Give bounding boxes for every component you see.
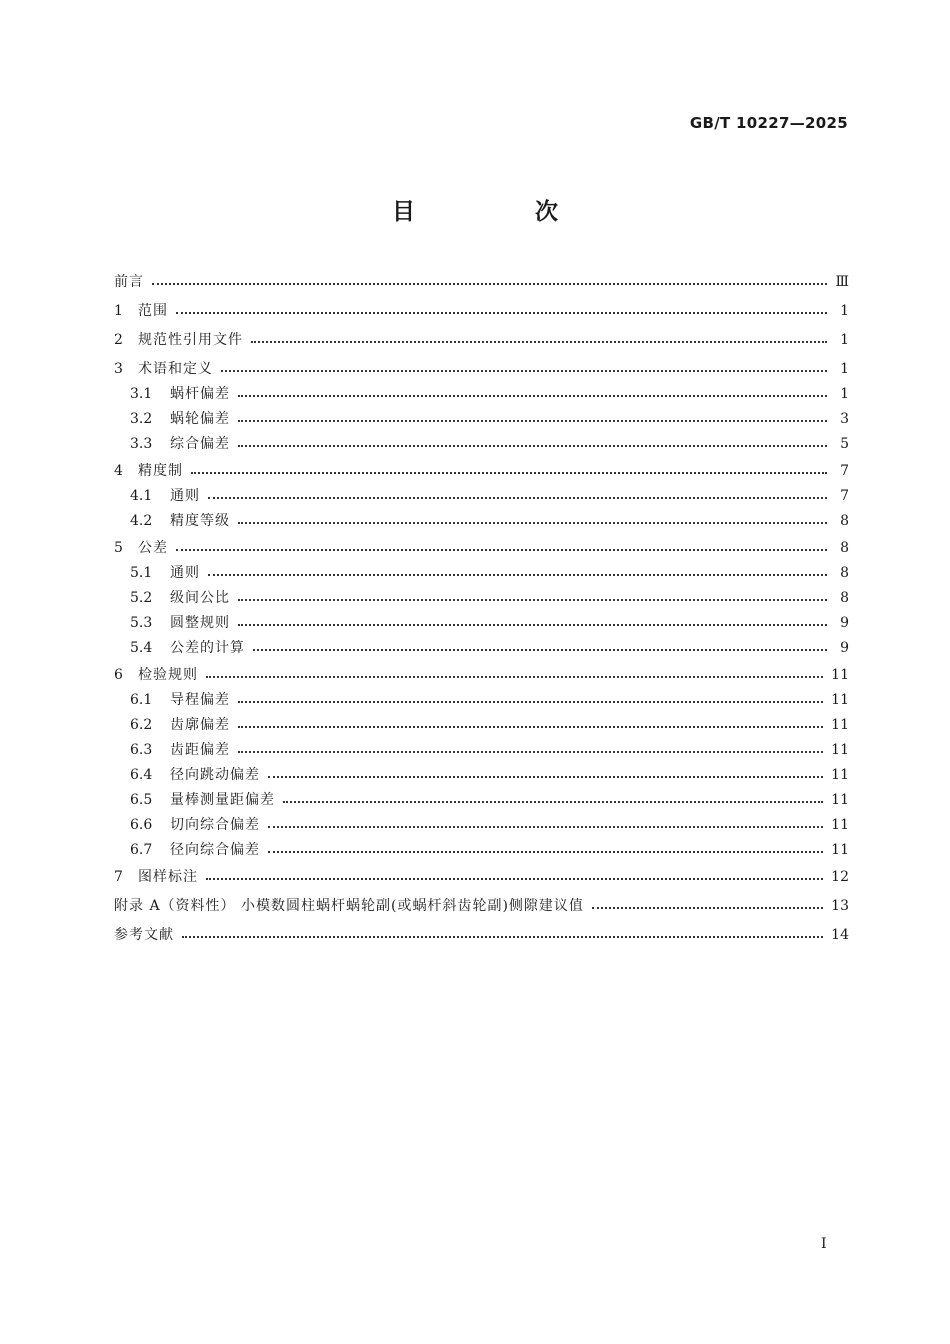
toc-entry-number: 3.3 (130, 436, 153, 452)
toc-entry[interactable] (114, 432, 849, 457)
toc-entry-page: 11 (831, 792, 849, 808)
toc-entry[interactable] (114, 457, 849, 486)
toc-entry-label: 附录 A（资料性） 小模数圆柱蜗杆蜗轮副(或蜗杆斜齿轮副)侧隙建议值 (114, 898, 584, 914)
toc-entry-label: 导程偏差 (170, 692, 230, 708)
toc-entry-page: 12 (831, 869, 849, 885)
toc-entry[interactable] (114, 611, 849, 636)
toc-entry-page: 3 (840, 411, 849, 427)
toc-entry[interactable] (114, 688, 849, 713)
toc-entry[interactable] (114, 636, 849, 661)
toc-entry[interactable] (114, 892, 849, 921)
toc-dot-leader (268, 850, 823, 853)
toc-entry[interactable] (114, 534, 849, 563)
toc-entry-label: 齿廓偏差 (170, 717, 230, 733)
toc-dot-leader (191, 471, 827, 474)
toc-dot-leader (238, 521, 827, 524)
toc-entry-number: 4 (114, 463, 123, 479)
toc-entry-page: 11 (831, 817, 849, 833)
toc-entry-number: 7 (114, 869, 123, 885)
toc-entry[interactable] (114, 586, 849, 611)
toc-dot-leader (238, 725, 823, 728)
toc-entry[interactable] (114, 813, 849, 838)
toc-entry[interactable] (114, 921, 849, 950)
toc-entry-page: 7 (840, 463, 849, 479)
toc-entry-number: 6 (114, 667, 123, 683)
toc-dot-leader (208, 573, 827, 576)
toc-dot-leader (268, 825, 823, 828)
toc-entry-page: 1 (840, 303, 849, 319)
toc-entry[interactable] (114, 509, 849, 534)
toc-dot-leader (238, 598, 827, 601)
toc-entry-page: 11 (831, 767, 849, 783)
toc-dot-leader (253, 648, 827, 651)
toc-entry-number: 1 (114, 303, 123, 319)
toc-dot-leader (221, 369, 827, 372)
toc-entry[interactable] (114, 297, 849, 326)
toc-entry-page: 7 (840, 488, 849, 504)
toc-entry-page: 1 (840, 361, 849, 377)
toc-entry-label: 规范性引用文件 (138, 332, 243, 348)
toc-entry-label: 切向综合偏差 (170, 817, 260, 833)
toc-entry-label: 术语和定义 (138, 361, 213, 377)
toc-entry-page: Ⅲ (835, 274, 849, 290)
toc-entry-label: 图样标注 (138, 869, 198, 885)
toc-entry-label: 级间公比 (170, 590, 230, 606)
toc-entry-number: 6.3 (130, 742, 153, 758)
toc-entry-number: 6.6 (130, 817, 153, 833)
toc-entry-label: 精度制 (138, 463, 183, 479)
toc-entry-page: 5 (840, 436, 849, 452)
toc-entry-label: 径向跳动偏差 (170, 767, 260, 783)
toc-entry[interactable] (114, 738, 849, 763)
toc-entry-page: 8 (840, 590, 849, 606)
toc-entry-label: 蜗轮偏差 (170, 411, 230, 427)
toc-entry-number: 6.4 (130, 767, 153, 783)
toc-entry-page: 1 (840, 332, 849, 348)
toc-entry-number: 6.7 (130, 842, 153, 858)
toc-entry-page: 8 (840, 565, 849, 581)
toc-dot-leader (176, 311, 827, 314)
toc-entry-page: 11 (831, 742, 849, 758)
toc-entry-page: 14 (831, 927, 849, 943)
toc-entry[interactable] (114, 763, 849, 788)
toc-entry[interactable] (114, 407, 849, 432)
toc-entry-label: 前言 (114, 274, 144, 290)
toc-entry-label: 圆整规则 (170, 615, 230, 631)
toc-entry[interactable] (114, 326, 849, 355)
toc-entry-number: 5.3 (130, 615, 153, 631)
toc-entry-page: 13 (831, 898, 849, 914)
toc-entry-number: 6.5 (130, 792, 153, 808)
toc-entry[interactable] (114, 355, 849, 384)
toc-entry-number: 5.1 (130, 565, 153, 581)
table-of-contents (114, 268, 849, 950)
toc-dot-leader (206, 675, 823, 678)
toc-entry[interactable] (114, 863, 849, 892)
toc-entry-label: 量棒测量距偏差 (170, 792, 275, 808)
toc-dot-leader (182, 935, 823, 938)
toc-entry-page: 11 (831, 692, 849, 708)
toc-dot-leader (238, 419, 827, 422)
toc-entry[interactable] (114, 788, 849, 813)
toc-entry[interactable] (114, 713, 849, 738)
toc-dot-leader (592, 906, 823, 909)
toc-dot-leader (238, 394, 827, 397)
toc-entry-label: 齿距偏差 (170, 742, 230, 758)
toc-entry-page: 8 (840, 540, 849, 556)
toc-entry-number: 5 (114, 540, 123, 556)
toc-entry[interactable] (114, 484, 849, 509)
toc-dot-leader (238, 750, 823, 753)
toc-entry[interactable] (114, 268, 849, 297)
page-title: 目 次 (391, 199, 614, 225)
toc-dot-leader (152, 282, 827, 285)
toc-entry[interactable] (114, 661, 849, 690)
toc-entry-label: 通则 (170, 565, 200, 581)
toc-entry-page: 11 (831, 842, 849, 858)
toc-entry-label: 精度等级 (170, 513, 230, 529)
toc-entry-label: 范围 (138, 303, 168, 319)
toc-entry-page: 8 (840, 513, 849, 529)
toc-entry-label: 径向综合偏差 (170, 842, 260, 858)
toc-entry-label: 通则 (170, 488, 200, 504)
toc-entry-label: 检验规则 (138, 667, 198, 683)
toc-entry-number: 3 (114, 361, 123, 377)
toc-entry-number: 4.1 (130, 488, 153, 504)
toc-dot-leader (238, 623, 827, 626)
toc-entry-page: 9 (840, 640, 849, 656)
toc-entry-number: 3.1 (130, 386, 153, 402)
toc-entry-page: 9 (840, 615, 849, 631)
toc-dot-leader (251, 340, 827, 343)
toc-dot-leader (268, 775, 823, 778)
toc-entry[interactable] (114, 561, 849, 586)
toc-entry[interactable] (114, 382, 849, 407)
toc-entry-number: 6.2 (130, 717, 153, 733)
toc-entry-number: 3.2 (130, 411, 153, 427)
toc-dot-leader (283, 800, 823, 803)
toc-dot-leader (238, 444, 827, 447)
toc-entry-page: 1 (840, 386, 849, 402)
toc-entry-label: 蜗杆偏差 (170, 386, 230, 402)
toc-entry-page: 11 (831, 717, 849, 733)
toc-entry-number: 6.1 (130, 692, 153, 708)
toc-dot-leader (208, 496, 827, 499)
toc-entry[interactable] (114, 838, 849, 863)
toc-entry-label: 公差 (138, 540, 168, 556)
toc-entry-number: 2 (114, 332, 123, 348)
toc-entry-label: 综合偏差 (170, 436, 230, 452)
toc-entry-label: 公差的计算 (170, 640, 245, 656)
toc-entry-number: 5.2 (130, 590, 153, 606)
toc-dot-leader (176, 548, 827, 551)
toc-dot-leader (206, 877, 823, 880)
toc-entry-page: 11 (831, 667, 849, 683)
page-number: Ⅰ (821, 1236, 827, 1252)
toc-entry-label: 参考文献 (114, 927, 174, 943)
toc-dot-leader (238, 700, 823, 703)
toc-entry-number: 4.2 (130, 513, 153, 529)
standard-code: GB/T 10227—2025 (689, 114, 848, 132)
toc-entry-number: 5.4 (130, 640, 153, 656)
